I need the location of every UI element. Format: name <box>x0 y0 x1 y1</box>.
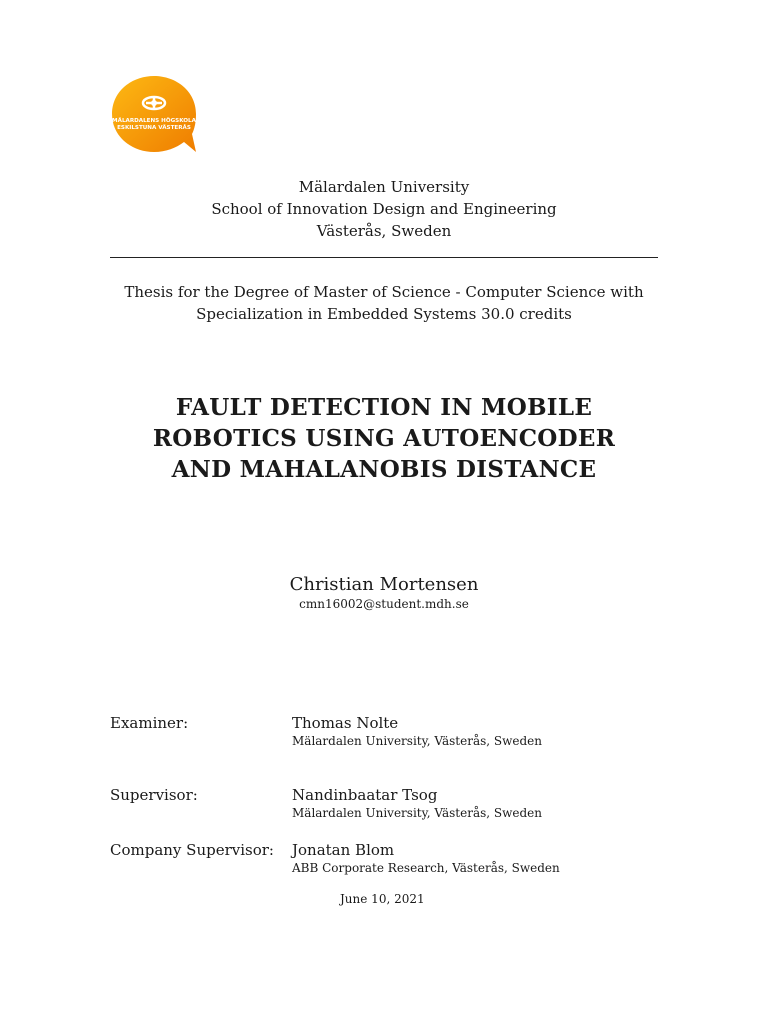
degree-line-1: Thesis for the Degree of Master of Science - Computer Science with <box>124 283 644 301</box>
author-block <box>110 574 658 612</box>
horizontal-divider <box>110 257 658 258</box>
supervisor-name: Nandinbaatar Tsog <box>292 786 438 804</box>
title-line-2: ROBOTICS USING AUTOENCODER <box>152 425 616 452</box>
company-supervisor-affiliation: ABB Corporate Research, Västerås, Sweden <box>292 861 560 875</box>
thesis-date: June 10, 2021 <box>340 892 425 906</box>
logo-text-line2: ESKILSTUNA VÄSTERÅS <box>117 125 191 131</box>
supervisor-affiliation: Mälardalen University, Västerås, Sweden <box>292 806 543 820</box>
school-name: School of Innovation Design and Engineering <box>211 200 557 218</box>
university-name: Mälardalen University <box>298 178 470 196</box>
university-block <box>0 176 768 242</box>
university-location: Västerås, Sweden <box>316 222 452 240</box>
title-line-1: FAULT DETECTION IN MOBILE <box>175 394 593 421</box>
company-supervisor-name: Jonatan Blom <box>292 841 395 859</box>
mdh-emblem-icon <box>143 96 165 110</box>
logo-text-line1: MÄLARDALENS HÖGSKOLA <box>112 118 196 124</box>
author-email: cmn16002@student.mdh.se <box>299 597 469 611</box>
examiner-name: Thomas Nolte <box>292 714 399 732</box>
author-name: Christian Mortensen <box>289 574 479 595</box>
examiner-affiliation: Mälardalen University, Västerås, Sweden <box>292 734 543 748</box>
title-line-3: AND MAHALANOBIS DISTANCE <box>171 456 597 483</box>
examiner-label: Examiner: <box>110 714 189 732</box>
company-supervisor-label: Company Supervisor: <box>110 841 274 859</box>
thesis-title <box>110 392 658 485</box>
degree-statement <box>110 281 658 325</box>
mdh-logo <box>110 74 198 156</box>
degree-line-2: Specialization in Embedded Systems 30.0 credits <box>196 305 572 323</box>
supervisor-label: Supervisor: <box>110 786 198 804</box>
